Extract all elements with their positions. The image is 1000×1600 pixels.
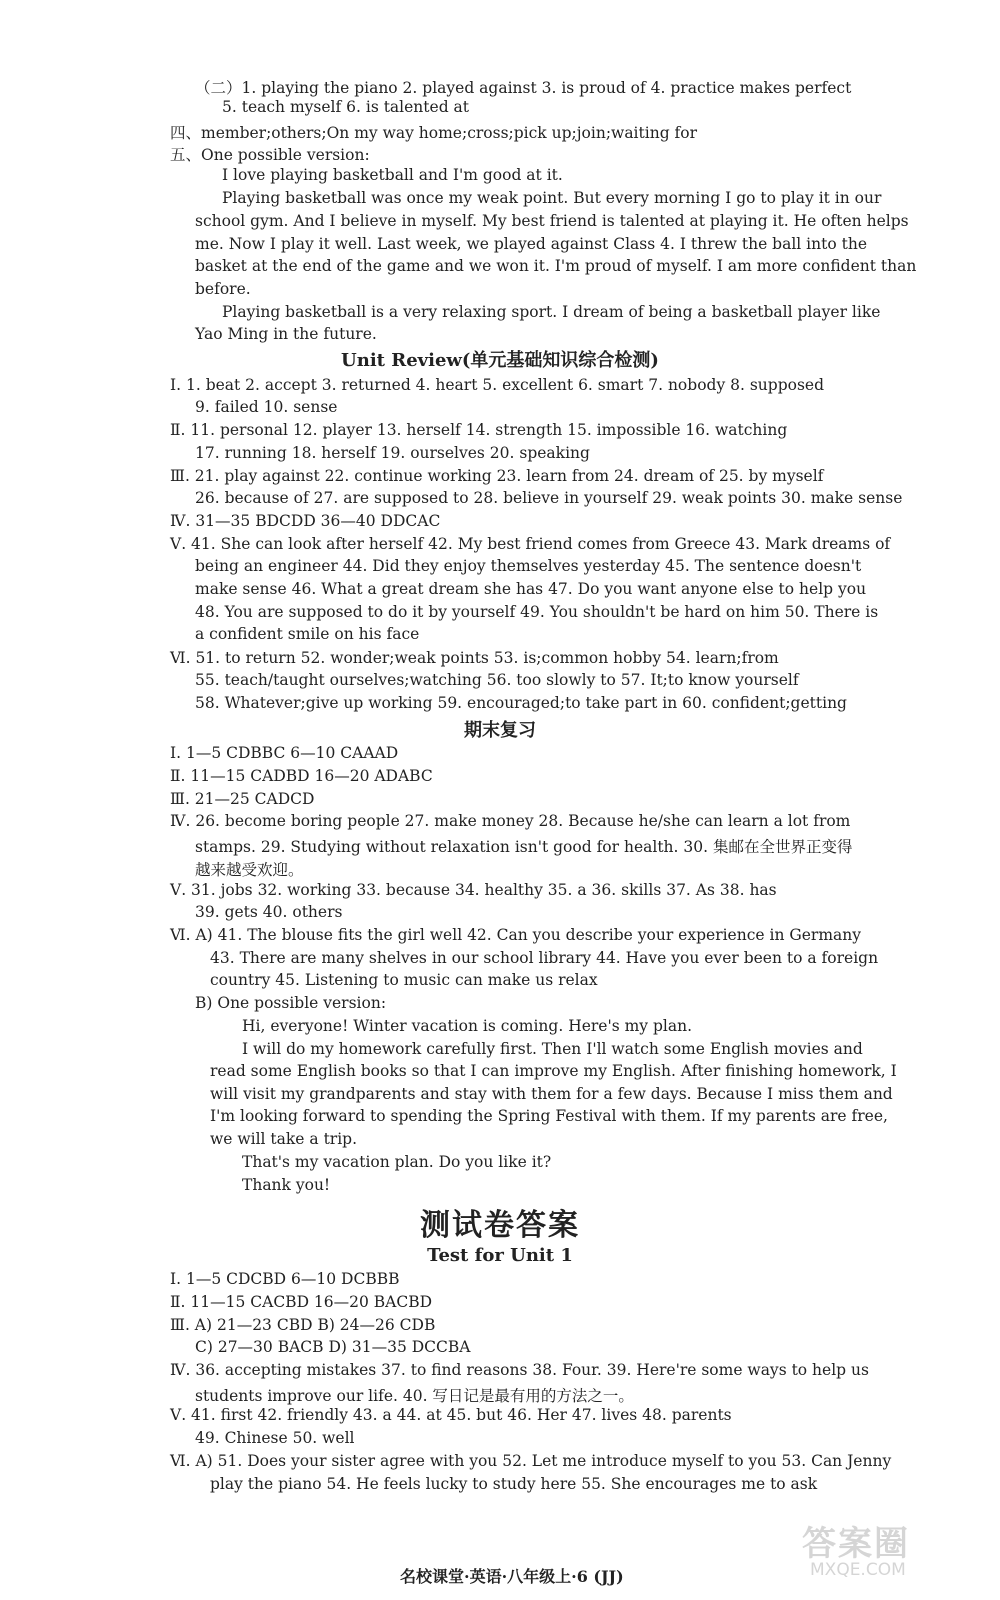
text-line: 5. teach myself 6. is talented at [222,98,470,116]
text-line: a confident smile on his face [195,625,420,643]
text-line: basket at the end of the game and we won it. I'm proud of myself. I am more confident than [195,257,917,275]
text-line: 49. Chinese 50. well [195,1429,355,1447]
text-line: 越来越受欢迎。 [195,861,304,879]
text-line: 17. running 18. herself 19. ourselves 20. speaking [195,444,590,462]
text-line: Ⅵ. A) 41. The blouse fits the girl well 42. Can you describe your experience in Germany [170,926,862,944]
text-line: 55. teach/taught ourselves;watching 56. too slowly to 57. It;to know yourself [195,671,799,689]
text-line: I love playing basketball and I'm good at it. [222,166,563,184]
text-line: Playing basketball is a very relaxing sport. I dream of being a basketball player like [222,303,881,321]
text-line: Ⅳ. 36. accepting mistakes 37. to find reasons 38. Four. 39. Here're some ways to help us [170,1361,869,1379]
watermark-url: MXQE.COM [810,1560,906,1580]
text-line: school gym. And I believe in myself. My best friend is talented at playing it. He often helps [195,212,909,230]
text-line: will visit my grandparents and stay with them for a few days. Because I miss them and [210,1085,893,1103]
text-line: read some English books so that I can improve my English. After finishing homework, I [210,1062,897,1080]
test-answers-heading: 测试卷答案 [420,1208,580,1243]
text-line: Ⅴ. 31. jobs 32. working 33. because 34. healthy 35. a 36. skills 37. As 38. has [170,881,777,899]
text-line: Yao Ming in the future. [195,325,377,343]
text-line: （二）1. playing the piano 2. played against 3. is proud of 4. practice makes perfect [195,79,852,97]
watermark-logo: 答案圈 [802,1524,910,1564]
text-line: Ⅴ. 41. first 42. friendly 43. a 44. at 45. but 46. Her 47. lives 48. parents [170,1406,732,1424]
text-line: 43. There are many shelves in our school library 44. Have you ever been to a foreign [210,949,879,967]
text-line: Hi, everyone! Winter vacation is coming. Here's my plan. [242,1017,693,1035]
text-line: Ⅰ. 1—5 CDBBC 6—10 CAAAD [170,744,399,762]
watermark [802,1516,972,1586]
text-line: 五、One possible version: [170,146,370,164]
text-line: I will do my homework carefully first. Then I'll watch some English movies and [242,1040,863,1058]
text-line: Ⅱ. 11—15 CADBD 16—20 ADABC [170,767,433,785]
text-line: 9. failed 10. sense [195,398,338,416]
text-line: C) 27—30 BACB D) 31—35 DCCBA [195,1338,471,1356]
text-line: Ⅰ. 1—5 CDCBD 6—10 DCBBB [170,1270,400,1288]
text-line: Ⅱ. 11. personal 12. player 13. herself 14. strength 15. impossible 16. watching [170,421,788,439]
text-line: we will take a trip. [210,1130,358,1148]
text-line: 48. You are supposed to do it by yourself 49. You shouldn't be hard on him 50. There is [195,603,879,621]
test-unit1-heading: Test for Unit 1 [427,1245,573,1266]
text-line: before. [195,280,251,298]
text-line: Ⅲ. 21—25 CADCD [170,790,315,808]
text-line: 26. because of 27. are supposed to 28. believe in yourself 29. weak points 30. make sense [195,489,903,507]
text-line: Ⅲ. 21. play against 22. continue working 23. learn from 24. dream of 25. by myself [170,467,824,485]
text-line: 四、member;others;On my way home;cross;pick up;join;waiting for [170,124,698,142]
text-line: me. Now I play it well. Last week, we played against Class 4. I threw the ball into the [195,235,867,253]
text-line: That's my vacation plan. Do you like it? [242,1153,552,1171]
text-line: Ⅵ. 51. to return 52. wonder;weak points 53. is;common hobby 54. learn;from [170,649,779,667]
text-line: Ⅵ. A) 51. Does your sister agree with you 52. Let me introduce myself to you 53. Can Jenny [170,1452,892,1470]
text-line: 39. gets 40. others [195,903,343,921]
unit-review-heading: Unit Review(单元基础知识综合检测) [341,350,659,371]
text-line: play the piano 54. He feels lucky to study here 55. She encourages me to ask [210,1475,818,1493]
text-line: Ⅳ. 26. become boring people 27. make money 28. Because he/she can learn a lot from [170,812,851,830]
text-line: Ⅰ. 1. beat 2. accept 3. returned 4. heart 5. excellent 6. smart 7. nobody 8. supposed [170,376,825,394]
text-line: I'm looking forward to spending the Spring Festival with them. If my parents are free, [210,1107,888,1125]
text-line: being an engineer 44. Did they enjoy themselves yesterday 45. The sentence doesn't [195,557,862,575]
text-line: country 45. Listening to music can make us relax [210,971,598,989]
text-line: stamps. 29. Studying without relaxation isn't good for health. 30. 集邮在全世界正变得 [195,838,853,856]
final-review-heading: 期末复习 [464,720,536,741]
text-line: Ⅴ. 41. She can look after herself 42. My best friend comes from Greece 43. Mark dreams of [170,535,891,553]
text-line: Playing basketball was once my weak point. But every morning I go to play it in our [222,189,882,207]
text-line: Thank you! [242,1176,331,1194]
text-line: Ⅲ. A) 21—23 CBD B) 24—26 CDB [170,1316,436,1334]
text-line: Ⅳ. 31—35 BDCDD 36—40 DDCAC [170,512,441,530]
text-line: Ⅱ. 11—15 CACBD 16—20 BACBD [170,1293,433,1311]
text-line: 58. Whatever;give up working 59. encouraged;to take part in 60. confident;getting [195,694,847,712]
text-line: make sense 46. What a great dream she has 47. Do you want anyone else to help you [195,580,867,598]
text-line: B) One possible version: [195,994,387,1012]
page-footer: 名校课堂·英语·八年级上·6 (JJ) [400,1567,624,1586]
text-line: students improve our life. 40. 写日记是最有用的方法之一。 [195,1387,634,1405]
